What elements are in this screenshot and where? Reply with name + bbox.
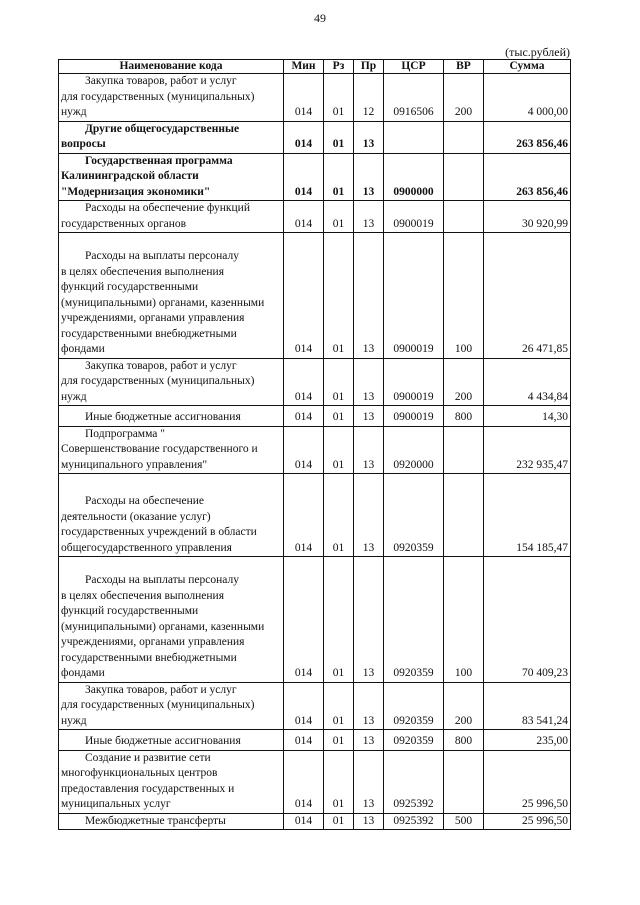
cell-vr [444, 153, 484, 201]
cell-csr: 0925392 [384, 813, 444, 830]
row-name-line: Расходы на выплаты персоналу [85, 574, 239, 586]
units-label: (тыс.рублей) [505, 45, 570, 59]
header-csr: ЦСР [384, 60, 444, 74]
row-name-line: для государственных (муниципальных) [61, 90, 255, 103]
cell-pr: 13 [354, 730, 384, 751]
cell-vr [444, 201, 484, 233]
cell-rz: 01 [324, 557, 354, 683]
table-row [59, 233, 571, 359]
row-name-line: государственными внебюджетными [61, 651, 237, 664]
cell-min: 014 [284, 682, 324, 730]
cell-csr: 0920359 [384, 730, 444, 751]
row-name-line: муниципальных услуг [61, 798, 171, 810]
cell-pr: 13 [354, 233, 384, 359]
row-name-line: общегосударственного управления [61, 541, 232, 554]
row-name [59, 682, 284, 730]
row-name [59, 74, 284, 122]
cell-rz: 01 [324, 750, 354, 813]
row-name-line: в целях обеспечения выполнения [61, 265, 224, 278]
cell-csr: 0920000 [384, 426, 444, 474]
cell-csr: 0920359 [384, 474, 444, 557]
row-name-line: учреждениями, органами управления [61, 312, 245, 324]
header-pr: Пр [354, 60, 384, 74]
cell-csr: 0900019 [384, 233, 444, 359]
row-name [59, 730, 284, 751]
cell-min: 014 [284, 730, 324, 751]
table-row [59, 682, 571, 730]
cell-csr: 0900019 [384, 358, 444, 406]
row-name-line: Калининградской области [61, 170, 199, 182]
cell-csr: 0916506 [384, 74, 444, 122]
table-row [59, 750, 571, 813]
row-name-line: Государственная программа [85, 154, 233, 167]
row-name-line: Совершенствование государственного и [61, 443, 258, 455]
cell-vr: 800 [444, 730, 484, 751]
row-name [59, 750, 284, 813]
cell-sum: 4 000,00 [484, 74, 571, 122]
cell-sum: 154 185,47 [484, 474, 571, 557]
row-name [59, 557, 284, 683]
cell-sum: 235,00 [484, 730, 571, 751]
header-sum: Сумма [484, 60, 571, 74]
row-name-line: вопросы [61, 138, 106, 150]
row-name [59, 233, 284, 359]
table-row [59, 474, 571, 557]
budget-table [58, 59, 571, 830]
cell-sum: 26 471,85 [484, 233, 571, 359]
row-name [59, 813, 284, 830]
cell-rz: 01 [324, 153, 354, 201]
row-name-line: предоставления государственных и [61, 782, 235, 795]
cell-rz: 01 [324, 682, 354, 730]
cell-min: 014 [284, 74, 324, 122]
cell-pr: 12 [354, 74, 384, 122]
cell-sum: 263 856,46 [484, 153, 571, 201]
cell-sum: 30 920,99 [484, 201, 571, 233]
row-name-line: нужд [61, 106, 87, 118]
row-name [59, 406, 284, 427]
row-name-line: Другие общегосударственные [85, 122, 240, 135]
cell-min: 014 [284, 201, 324, 233]
cell-rz: 01 [324, 813, 354, 830]
row-name [59, 358, 284, 406]
cell-rz: 01 [324, 201, 354, 233]
header-name: Наименование кода [59, 60, 284, 74]
cell-min: 014 [284, 233, 324, 359]
row-name-line: нужд [61, 390, 87, 403]
cell-vr: 200 [444, 358, 484, 406]
cell-rz: 01 [324, 730, 354, 751]
row-name-line: государственных органов [61, 217, 187, 230]
header-min: Мин [284, 60, 324, 74]
cell-rz: 01 [324, 474, 354, 557]
row-name-line: деятельности (оказание услуг) [61, 510, 211, 523]
table-row [59, 121, 571, 153]
cell-csr: 0900019 [384, 406, 444, 427]
cell-sum: 25 996,50 [484, 750, 571, 813]
row-name-line: Иные бюджетные ассигнования [85, 411, 241, 423]
row-name-line: Подпрограмма " [85, 427, 165, 440]
cell-pr: 13 [354, 750, 384, 813]
cell-rz: 01 [324, 233, 354, 359]
row-name-line: государственными внебюджетными [61, 327, 237, 340]
cell-pr: 13 [354, 153, 384, 201]
cell-csr: 0900000 [384, 153, 444, 201]
cell-min: 014 [284, 426, 324, 474]
cell-csr: 0925392 [384, 750, 444, 813]
cell-rz: 01 [324, 358, 354, 406]
row-name [59, 121, 284, 153]
cell-sum: 263 856,46 [484, 121, 571, 153]
row-name-line: для государственных (муниципальных) [61, 375, 255, 387]
row-name-line: Иные бюджетные ассигнования [85, 735, 241, 747]
table-row [59, 557, 571, 683]
cell-vr: 100 [444, 557, 484, 683]
cell-sum: 14,30 [484, 406, 571, 427]
cell-pr: 13 [354, 358, 384, 406]
cell-pr: 13 [354, 682, 384, 730]
cell-vr: 500 [444, 813, 484, 830]
cell-sum: 70 409,23 [484, 557, 571, 683]
cell-csr: 0920359 [384, 557, 444, 683]
row-name-line: (муниципальными) органами, казенными [61, 296, 265, 309]
cell-sum: 83 541,24 [484, 682, 571, 730]
cell-vr: 800 [444, 406, 484, 427]
cell-sum: 25 996,50 [484, 813, 571, 830]
cell-csr: 0900019 [384, 201, 444, 233]
row-name-line: фондами [61, 667, 105, 679]
table-row [59, 74, 571, 122]
cell-pr: 13 [354, 121, 384, 153]
cell-min: 014 [284, 557, 324, 683]
row-name-line: Межбюджетные трансферты [85, 814, 226, 827]
row-name-line: Расходы на обеспечение [85, 495, 204, 507]
cell-rz: 01 [324, 121, 354, 153]
table-row [59, 426, 571, 474]
cell-vr: 200 [444, 682, 484, 730]
cell-csr: 0920359 [384, 682, 444, 730]
header-rz: Рз [324, 60, 354, 74]
cell-vr [444, 750, 484, 813]
cell-pr: 13 [354, 426, 384, 474]
cell-vr [444, 426, 484, 474]
row-name-line: государственных учреждений в области [61, 526, 257, 538]
cell-rz: 01 [324, 426, 354, 474]
cell-vr [444, 121, 484, 153]
row-name-line: Расходы на обеспечение функций [85, 202, 250, 214]
cell-min: 014 [284, 406, 324, 427]
cell-vr: 200 [444, 74, 484, 122]
table-row [59, 813, 571, 830]
row-name-line: Закупка товаров, работ и услуг [85, 75, 237, 87]
table-row [59, 358, 571, 406]
cell-pr: 13 [354, 557, 384, 683]
row-name-line: Закупка товаров, работ и услуг [85, 683, 237, 696]
table-body [59, 74, 571, 830]
row-name-line: (муниципальными) органами, казенными [61, 620, 265, 633]
row-name-line: нужд [61, 714, 87, 727]
cell-min: 014 [284, 750, 324, 813]
cell-min: 014 [284, 121, 324, 153]
cell-min: 014 [284, 813, 324, 830]
cell-min: 014 [284, 358, 324, 406]
row-name-line: Закупка товаров, работ и услуг [85, 359, 237, 372]
row-name-line: многофункциональных центров [61, 767, 218, 779]
row-name [59, 201, 284, 233]
row-name-line: муниципального управления" [61, 458, 208, 471]
table-row [59, 730, 571, 751]
row-name-line: функций государственными [61, 281, 199, 293]
cell-vr [444, 474, 484, 557]
cell-rz: 01 [324, 74, 354, 122]
cell-vr: 100 [444, 233, 484, 359]
cell-pr: 13 [354, 474, 384, 557]
row-name-line: учреждениями, органами управления [61, 636, 245, 648]
row-name-line: Создание и развитие сети [85, 751, 211, 764]
cell-rz: 01 [324, 406, 354, 427]
page-number: 49 [314, 11, 326, 25]
row-name [59, 474, 284, 557]
row-name [59, 153, 284, 201]
cell-pr: 13 [354, 406, 384, 427]
cell-sum: 4 434,84 [484, 358, 571, 406]
cell-pr: 13 [354, 201, 384, 233]
row-name-line: для государственных (муниципальных) [61, 699, 255, 711]
cell-min: 014 [284, 153, 324, 201]
row-name-line: "Модернизация экономики" [61, 185, 211, 198]
table-row [59, 406, 571, 427]
row-name-line: Расходы на выплаты персоналу [85, 250, 239, 262]
row-name [59, 426, 284, 474]
table-row [59, 201, 571, 233]
cell-pr: 13 [354, 813, 384, 830]
cell-min: 014 [284, 474, 324, 557]
header-vr: ВР [444, 60, 484, 74]
header-row [59, 60, 571, 74]
cell-sum: 232 935,47 [484, 426, 571, 474]
row-name-line: фондами [61, 343, 105, 355]
row-name-line: функций государственными [61, 605, 199, 617]
row-name-line: в целях обеспечения выполнения [61, 589, 224, 602]
table-row [59, 153, 571, 201]
cell-csr [384, 121, 444, 153]
